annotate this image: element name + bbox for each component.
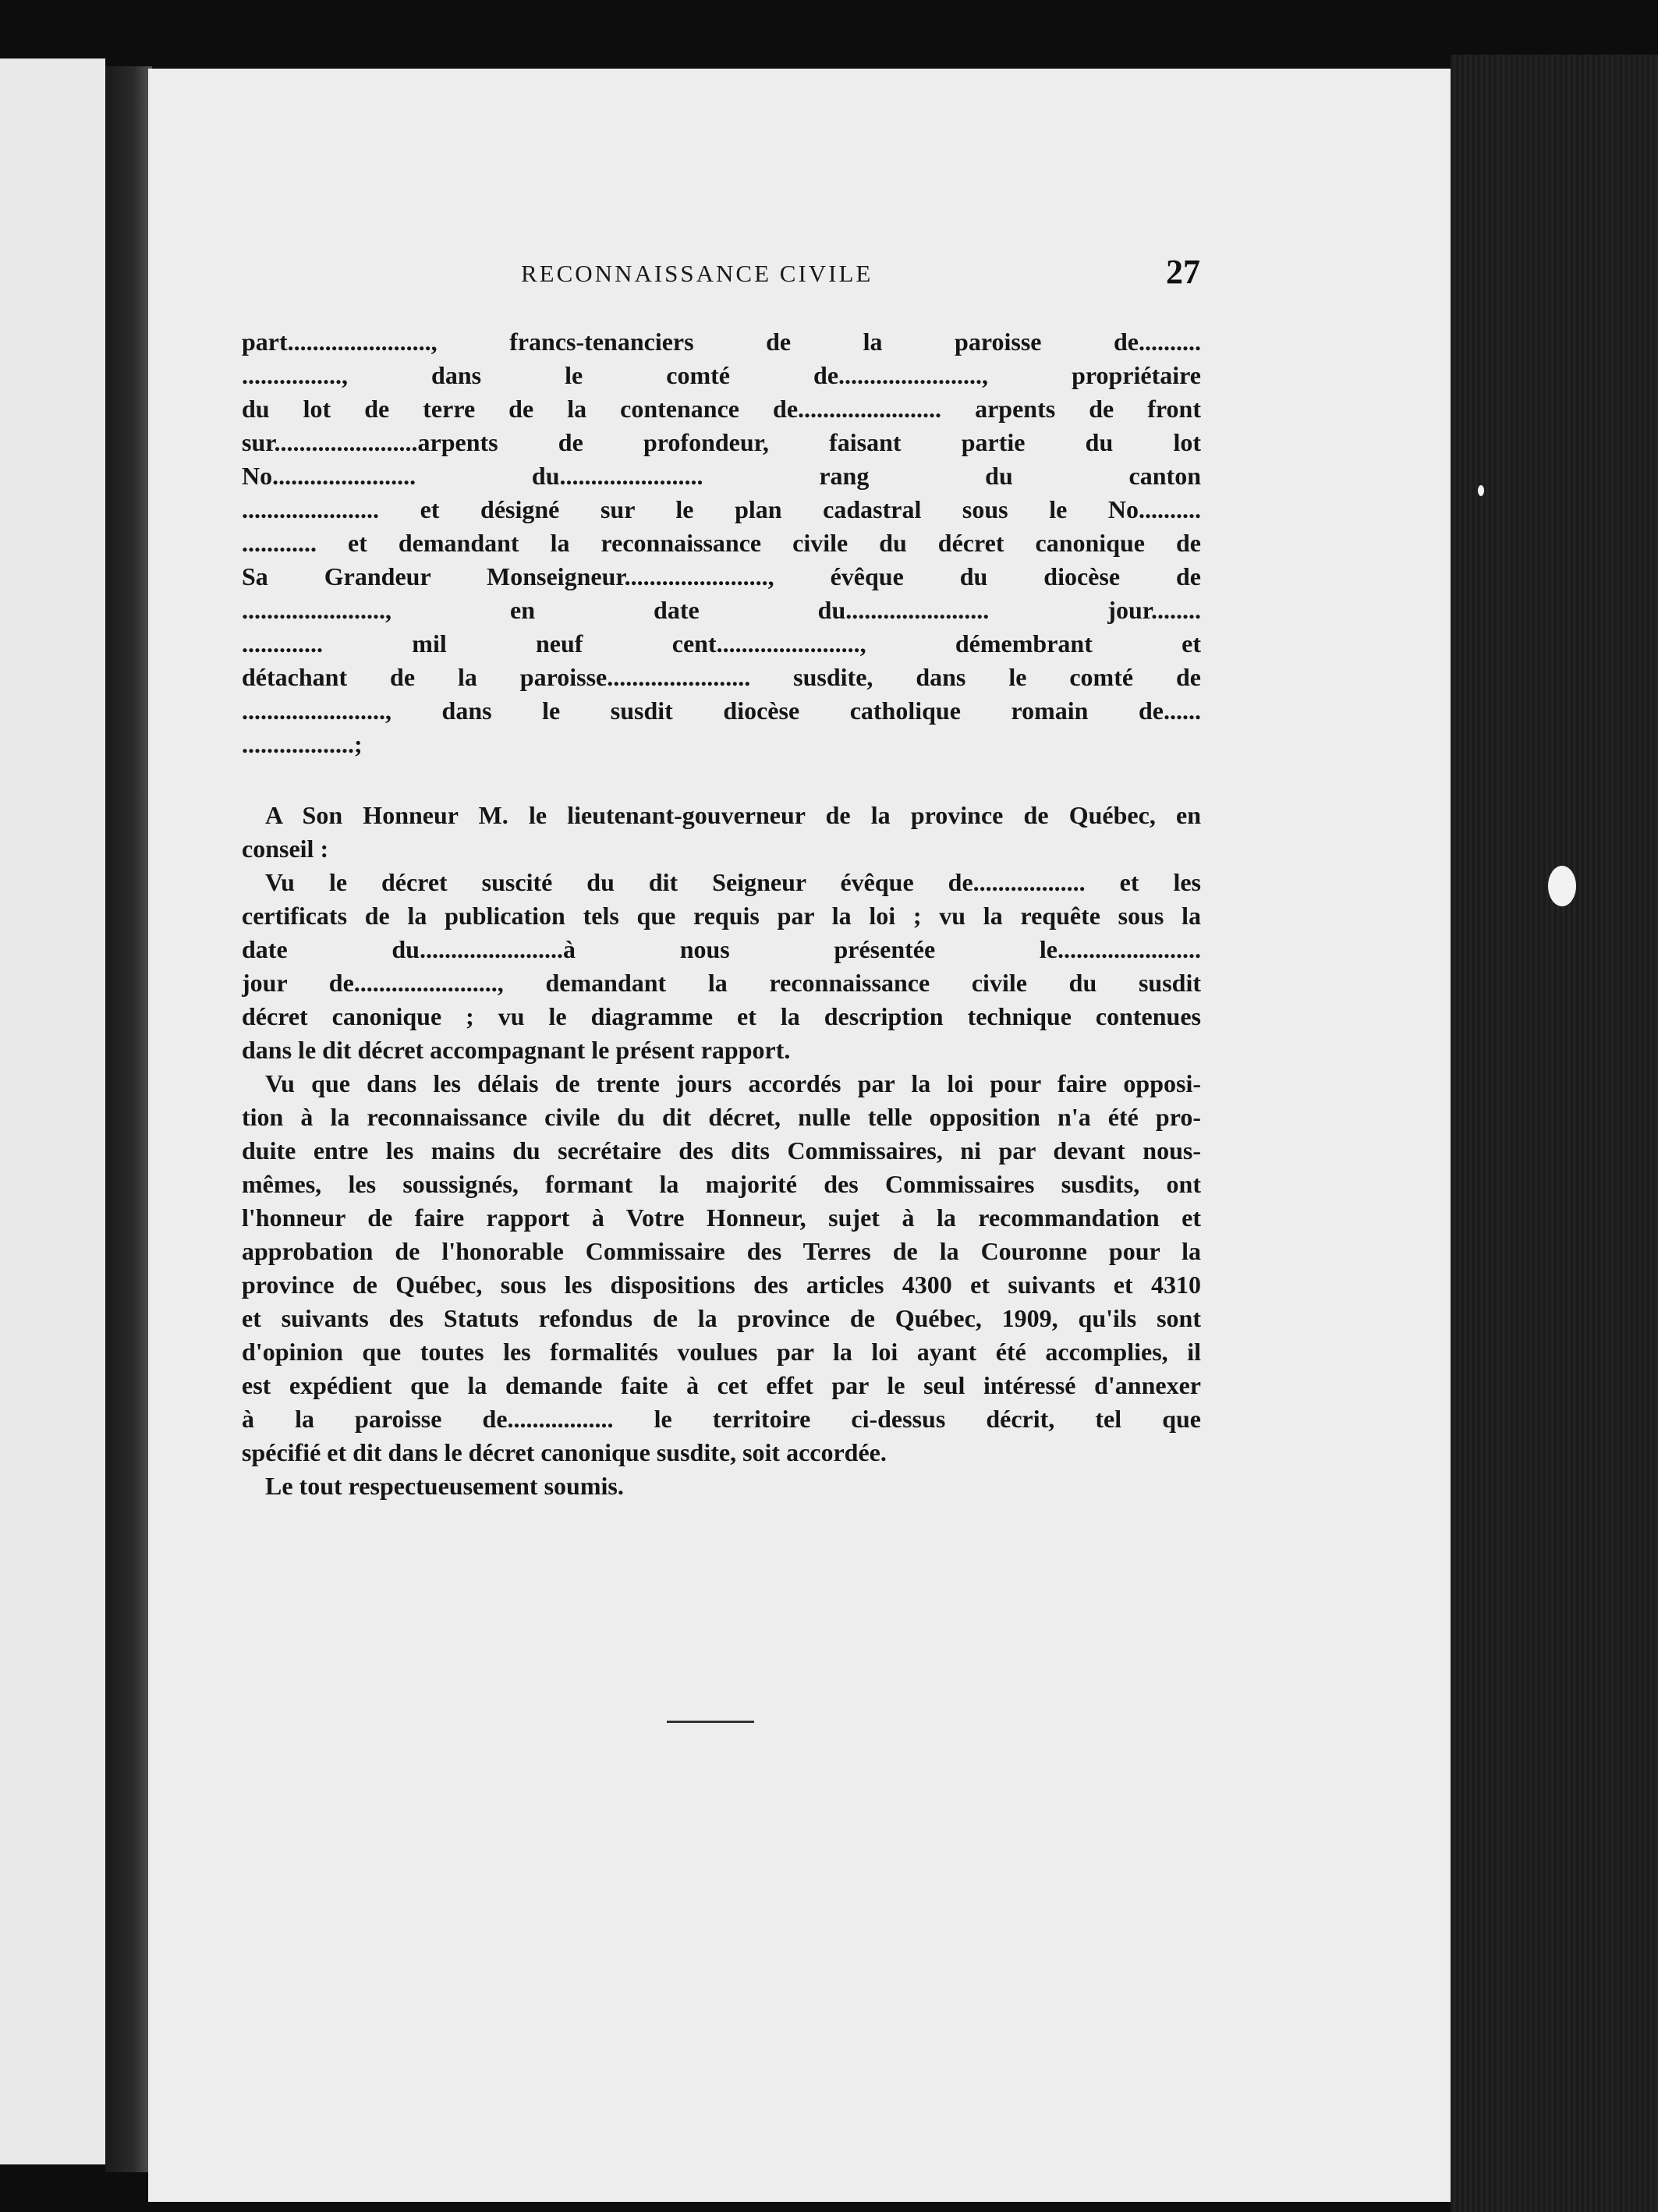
text-line: du lot de terre de la contenance de....................... arpents de front xyxy=(242,395,1201,423)
left-page-edge xyxy=(0,58,105,2164)
page-blemish xyxy=(1548,866,1576,906)
text-line: ............ et demandant la reconnaissance civile du décret canonique de xyxy=(242,529,1201,557)
text-line: ......................., en date du....................... jour........ xyxy=(242,596,1201,624)
text-line: jour de......................., demandant la reconnaissance civile du susdit xyxy=(242,969,1201,997)
text-line: dans le dit décret accompagnant le présent rapport. xyxy=(242,1036,791,1064)
text-line: sur.......................arpents de profondeur, faisant partie du lot xyxy=(242,428,1201,456)
text-line: approbation de l'honorable Commissaire des Terres de la Couronne pour la xyxy=(242,1237,1201,1265)
running-head-title: RECONNAISSANCE CIVILE xyxy=(521,260,873,287)
text-line: Vu le décret suscité du dit Seigneur évêque de.................. et les xyxy=(265,868,1201,896)
text-line: A Son Honneur M. le lieutenant-gouverneur de la province de Québec, en xyxy=(265,801,1201,829)
text-line: ..................; xyxy=(242,730,363,758)
book-gutter xyxy=(105,66,152,2172)
text-line: ......................., dans le susdit diocèse catholique romain de...... xyxy=(242,697,1201,725)
text-line: à la paroisse de................. le territoire ci-dessus décrit, tel que xyxy=(242,1405,1201,1433)
text-line: détachant de la paroisse....................... susdite, dans le comté de xyxy=(242,663,1201,691)
page-blemish xyxy=(1478,485,1484,496)
text-line: décret canonique ; vu le diagramme et la description technique contenues xyxy=(242,1002,1201,1030)
page-number: 27 xyxy=(1166,253,1200,291)
text-line: No....................... du....................... rang du canton xyxy=(242,462,1201,490)
text-line: Vu que dans les délais de trente jours accordés par la loi pour faire opposi- xyxy=(265,1069,1201,1097)
text-line: spécifié et dit dans le décret canonique susdite, soit accordée. xyxy=(242,1438,887,1466)
end-rule xyxy=(667,1721,754,1723)
text-line: mêmes, les soussignés, formant la majorité des Commissaires susdits, ont xyxy=(242,1170,1201,1198)
text-line: ............. mil neuf cent......................., démembrant et xyxy=(242,629,1201,658)
text-line: l'honneur de faire rapport à Votre Honneur, sujet à la recommandation et xyxy=(242,1203,1201,1232)
text-line: Sa Grandeur Monseigneur......................., évêque du diocèse de xyxy=(242,562,1201,590)
text-line: d'opinion que toutes les formalités voulues par la loi ayant été accomplies, il xyxy=(242,1338,1201,1366)
text-line: conseil : xyxy=(242,835,329,863)
running-head xyxy=(148,252,1451,299)
text-line: ...................... et désigné sur le plan cadastral sous le No.......... xyxy=(242,495,1201,523)
text-line: certificats de la publication tels que requis par la loi ; vu la requête sous la xyxy=(242,902,1201,930)
text-line: est expédient que la demande faite à cet effet par le seul intéressé d'annexer xyxy=(242,1371,1201,1399)
text-line: et suivants des Statuts refondus de la province de Québec, 1909, qu'ils sont xyxy=(242,1304,1201,1332)
text-line: part......................., francs-tenanciers de la paroisse de.......... xyxy=(242,328,1201,356)
text-line: tion à la reconnaissance civile du dit décret, nulle telle opposition n'a été pro- xyxy=(242,1103,1201,1131)
text-line: duite entre les mains du secrétaire des dits Commissaires, ni par devant nous- xyxy=(242,1136,1201,1164)
right-dark-background xyxy=(1451,55,1658,2212)
book-page xyxy=(148,69,1451,2202)
text-line: province de Québec, sous les dispositions des articles 4300 et suivants et 4310 xyxy=(242,1271,1201,1299)
text-line: ................, dans le comté de......................., propriétaire xyxy=(242,361,1201,389)
text-line: date du.......................à nous présentée le....................... xyxy=(242,935,1201,963)
text-line: Le tout respectueusement soumis. xyxy=(265,1472,624,1500)
